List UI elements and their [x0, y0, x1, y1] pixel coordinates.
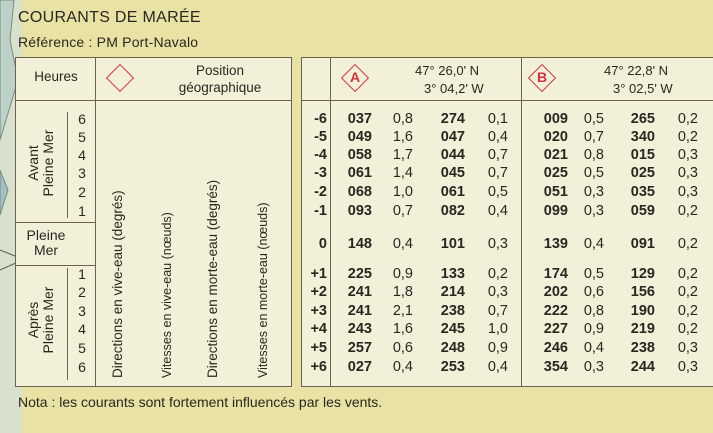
b-dir-vive: 025: [543, 165, 568, 181]
table-row: [301, 321, 713, 339]
a-speed-morte: 0,4: [487, 129, 508, 145]
a-dir-vive: 241: [347, 303, 372, 319]
station-b-badge: [530, 66, 554, 90]
a-speed-morte: 0,1: [487, 111, 508, 127]
a-speed-vive: 0,7: [392, 203, 413, 219]
b-speed-vive: 0,9: [583, 321, 604, 337]
group-divider-1: [15, 222, 95, 223]
a-dir-morte: 274: [440, 111, 465, 127]
a-speed-vive: 1,7: [392, 147, 413, 163]
b-dir-vive: 051: [543, 184, 568, 200]
a-dir-morte: 047: [440, 129, 465, 145]
b-speed-morte: 0,3: [677, 165, 698, 181]
a-dir-vive: 225: [347, 266, 372, 282]
a-dir-vive: 257: [347, 340, 372, 356]
b-speed-vive: 0,7: [583, 129, 604, 145]
b-speed-morte: 0,3: [677, 340, 698, 356]
b-speed-vive: 0,5: [583, 165, 604, 181]
table-row: [301, 303, 713, 321]
a-speed-vive: 0,8: [392, 111, 413, 127]
col-vitesses-morte-eau: Vitesses en morte-eau (nœuds): [256, 202, 270, 378]
a-dir-vive: 061: [347, 165, 372, 181]
a-dir-morte: 253: [440, 359, 465, 375]
b-dir-vive: 020: [543, 129, 568, 145]
a-dir-morte: 061: [440, 184, 465, 200]
a-dir-morte: 101: [440, 236, 465, 252]
b-dir-morte: 219: [630, 321, 655, 337]
group-apres-label: Après Pleine Mer: [25, 286, 56, 354]
apres-hour: 2: [78, 284, 86, 300]
reference-port: Référence : PM Port-Navalo: [18, 34, 199, 50]
col-directions-morte-eau: Directions en morte-eau (degrés): [205, 179, 220, 378]
group-avant-label: Avant Pleine Mer: [25, 129, 56, 197]
avant-hour: 3: [78, 165, 86, 181]
table-row: [301, 129, 713, 147]
b-speed-vive: 0,5: [583, 111, 604, 127]
b-dir-morte: 025: [630, 165, 655, 181]
b-speed-morte: 0,3: [677, 359, 698, 375]
station-b-lat: 47° 22,8' N: [604, 63, 669, 78]
hour-cell: +4: [310, 321, 327, 337]
a-speed-vive: 1,6: [392, 129, 413, 145]
table-row: [301, 165, 713, 183]
a-speed-morte: 0,7: [487, 147, 508, 163]
table-row: [301, 266, 713, 284]
b-speed-morte: 0,2: [677, 129, 698, 145]
b-dir-vive: 174: [543, 266, 568, 282]
b-dir-morte: 091: [630, 236, 655, 252]
b-dir-morte: 059: [630, 203, 655, 219]
group-pleine-text: Pleine Mer: [26, 227, 66, 258]
a-dir-vive: 148: [347, 236, 372, 252]
avant-bracket: [67, 112, 68, 218]
hour-cell: -1: [314, 203, 327, 219]
b-speed-morte: 0,2: [677, 284, 698, 300]
station-a-lon: 3° 04,2' W: [424, 81, 484, 96]
position-header-line1: Position: [195, 63, 245, 78]
avant-hour: 6: [78, 111, 86, 127]
b-speed-vive: 0,4: [583, 340, 604, 356]
table-row: [301, 184, 713, 202]
footnote: Nota : les courants sont fortement influencés par les vents.: [18, 394, 383, 410]
hour-cell: -5: [314, 129, 327, 145]
a-dir-vive: 093: [347, 203, 372, 219]
station-a-letter: A: [349, 69, 361, 85]
b-dir-morte: 156: [630, 284, 655, 300]
a-speed-morte: 0,4: [487, 359, 508, 375]
avant-hour: 4: [78, 147, 86, 163]
a-speed-vive: 2,1: [392, 303, 413, 319]
hour-cell: +3: [310, 303, 327, 319]
a-dir-vive: 027: [347, 359, 372, 375]
table-row: [301, 203, 713, 221]
position-header-line2: géographique: [178, 80, 262, 95]
b-dir-vive: 009: [543, 111, 568, 127]
a-speed-vive: 1,4: [392, 165, 413, 181]
b-speed-vive: 0,4: [583, 236, 604, 252]
a-speed-vive: 0,6: [392, 340, 413, 356]
b-dir-morte: 244: [630, 359, 655, 375]
a-speed-morte: 0,2: [487, 266, 508, 282]
station-b-lon: 3° 02,5' W: [613, 81, 673, 96]
a-dir-morte: 245: [440, 321, 465, 337]
b-speed-morte: 0,3: [677, 184, 698, 200]
a-speed-vive: 0,4: [392, 236, 413, 252]
a-speed-morte: 0,7: [487, 303, 508, 319]
b-dir-vive: 202: [543, 284, 568, 300]
group-pleine-label: [16, 228, 76, 258]
a-dir-vive: 068: [347, 184, 372, 200]
table-row: [301, 236, 713, 254]
b-speed-morte: 0,2: [677, 236, 698, 252]
hour-cell: -3: [314, 165, 327, 181]
avant-hour: 5: [78, 129, 86, 145]
a-dir-vive: 037: [347, 111, 372, 127]
a-speed-morte: 0,3: [487, 284, 508, 300]
b-dir-vive: 139: [543, 236, 568, 252]
hour-cell: +2: [310, 284, 327, 300]
b-dir-morte: 265: [630, 111, 655, 127]
a-speed-morte: 1,0: [487, 321, 508, 337]
avant-hour: 1: [78, 203, 86, 219]
b-dir-morte: 238: [630, 340, 655, 356]
a-speed-morte: 0,3: [487, 236, 508, 252]
a-speed-vive: 0,9: [392, 266, 413, 282]
b-dir-morte: 015: [630, 147, 655, 163]
a-speed-morte: 0,9: [487, 340, 508, 356]
col-directions-vive-eau: Directions en vive-eau (degrés): [110, 190, 125, 378]
b-speed-morte: 0,2: [677, 321, 698, 337]
hour-cell: 0: [318, 236, 327, 252]
hour-cell: +6: [310, 359, 327, 375]
table-row: [301, 147, 713, 165]
a-dir-vive: 058: [347, 147, 372, 163]
a-speed-morte: 0,5: [487, 184, 508, 200]
a-dir-morte: 238: [440, 303, 465, 319]
a-speed-morte: 0,7: [487, 165, 508, 181]
col-vitesses-vive-eau: Vitesses en vive-eau (nœuds): [160, 212, 174, 378]
station-a-badge: [343, 66, 367, 90]
station-a-lat: 47° 26,0' N: [415, 63, 480, 78]
a-speed-vive: 1,0: [392, 184, 413, 200]
a-dir-morte: 214: [440, 284, 465, 300]
b-speed-vive: 0,3: [583, 203, 604, 219]
table-row: [301, 284, 713, 302]
heures-header: Heures: [34, 69, 78, 84]
a-speed-vive: 0,4: [392, 359, 413, 375]
hour-cell: -4: [314, 147, 327, 163]
a-speed-vive: 1,6: [392, 321, 413, 337]
apres-hour: 1: [78, 266, 86, 282]
a-dir-vive: 049: [347, 129, 372, 145]
b-dir-morte: 035: [630, 184, 655, 200]
page-title: COURANTS DE MARÉE: [18, 9, 201, 26]
a-dir-morte: 082: [440, 203, 465, 219]
b-dir-vive: 354: [543, 359, 568, 375]
a-speed-vive: 1,8: [392, 284, 413, 300]
b-dir-morte: 340: [630, 129, 655, 145]
apres-hour: 5: [78, 340, 86, 356]
b-dir-vive: 227: [543, 321, 568, 337]
b-speed-morte: 0,2: [677, 203, 698, 219]
apres-bracket: [67, 268, 68, 380]
avant-hour: 2: [78, 184, 86, 200]
b-speed-morte: 0,2: [677, 266, 698, 282]
a-dir-morte: 044: [440, 147, 465, 163]
b-speed-vive: 0,8: [583, 147, 604, 163]
apres-hour: 6: [78, 359, 86, 375]
b-speed-morte: 0,3: [677, 147, 698, 163]
a-dir-morte: 248: [440, 340, 465, 356]
b-speed-vive: 0,3: [583, 184, 604, 200]
b-speed-morte: 0,2: [677, 303, 698, 319]
table-row: [301, 359, 713, 377]
b-dir-morte: 129: [630, 266, 655, 282]
a-dir-morte: 045: [440, 165, 465, 181]
b-dir-morte: 190: [630, 303, 655, 319]
b-speed-vive: 0,3: [583, 359, 604, 375]
b-speed-vive: 0,5: [583, 266, 604, 282]
apres-hour: 4: [78, 321, 86, 337]
a-dir-vive: 241: [347, 284, 372, 300]
table-row: [301, 111, 713, 129]
a-dir-vive: 243: [347, 321, 372, 337]
legend-col-divider: [95, 57, 96, 387]
legend-header-divider: [15, 100, 292, 101]
b-dir-vive: 099: [543, 203, 568, 219]
a-speed-morte: 0,4: [487, 203, 508, 219]
a-dir-morte: 133: [440, 266, 465, 282]
b-speed-vive: 0,6: [583, 284, 604, 300]
b-dir-vive: 246: [543, 340, 568, 356]
station-b-letter: B: [536, 69, 548, 85]
b-speed-vive: 0,8: [583, 303, 604, 319]
hour-cell: -6: [314, 111, 327, 127]
b-speed-morte: 0,2: [677, 111, 698, 127]
hour-cell: +1: [310, 266, 327, 282]
hour-cell: +5: [310, 340, 327, 356]
apres-hour: 3: [78, 303, 86, 319]
data-header-divider: [301, 100, 713, 101]
b-dir-vive: 021: [543, 147, 568, 163]
hour-cell: -2: [314, 184, 327, 200]
table-row: [301, 340, 713, 358]
b-dir-vive: 222: [543, 303, 568, 319]
